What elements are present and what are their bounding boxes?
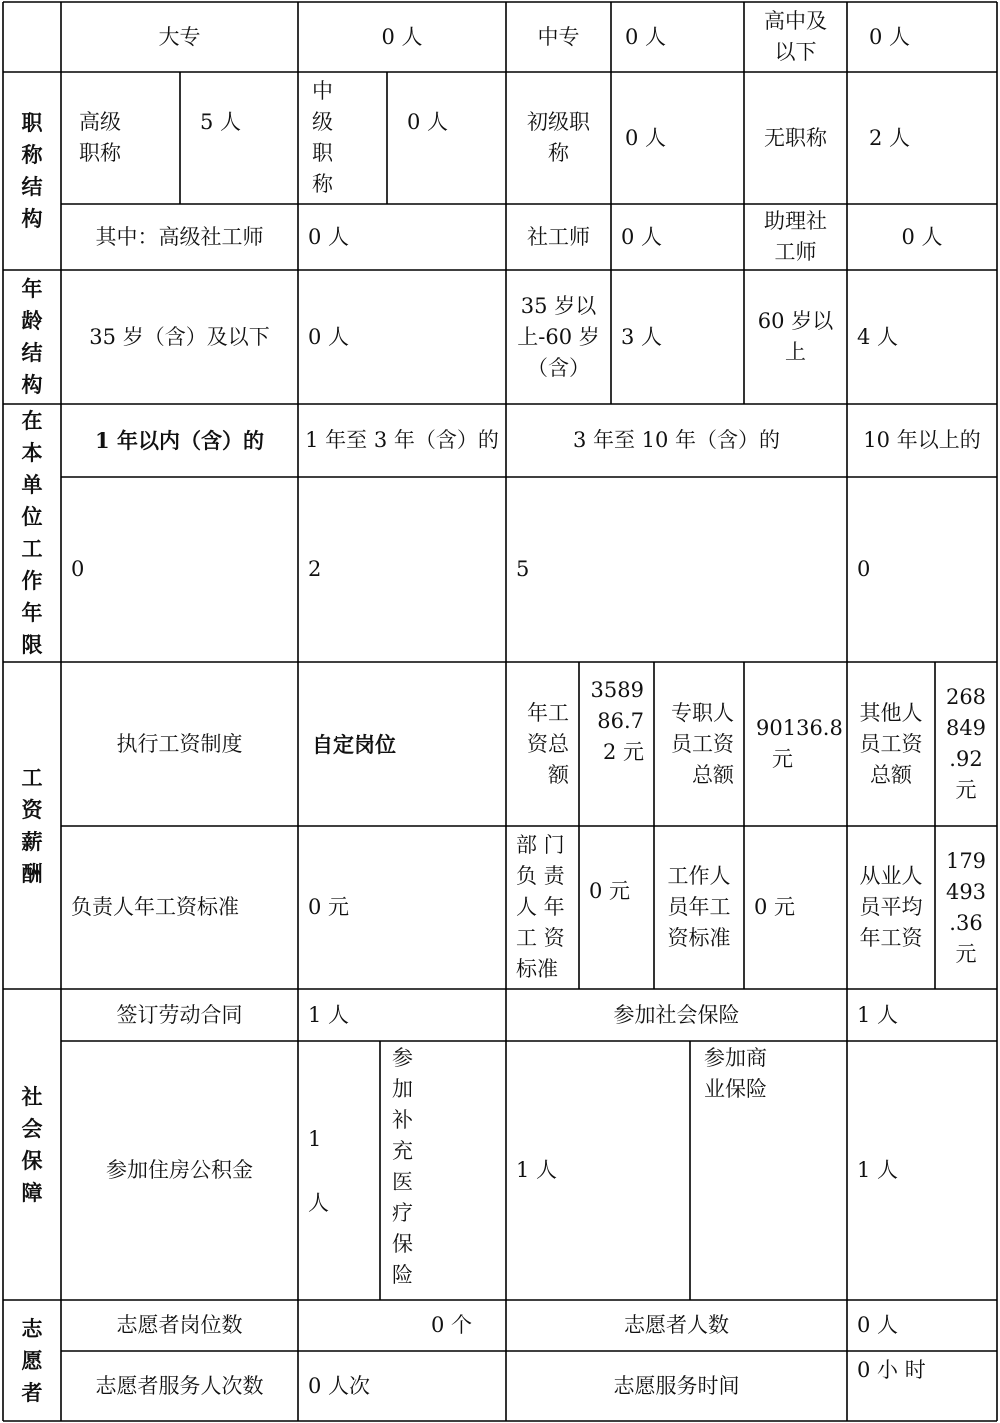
staff-salary-label-line: 员年工 (667, 895, 731, 919)
section-label-char: 作 (21, 569, 43, 593)
highschool-label (744, 2, 847, 72)
age-35-60-label (506, 270, 611, 404)
supp-medical-char: 充 (392, 1139, 413, 1163)
age-35-60-line3: （含） (527, 355, 590, 380)
volunteer-count-label: 志愿者人数 (624, 1313, 729, 1337)
annual-total-label (506, 662, 579, 826)
section-label-char: 会 (21, 1116, 43, 1141)
social-worker-label: 社工师 (527, 224, 590, 249)
junior-title-label (506, 72, 611, 204)
fulltime-total-label (654, 662, 744, 826)
social-worker-value: 0 人 (621, 224, 663, 249)
tenure-header-3: 3 年至 10 年（含）的 (572, 428, 781, 452)
senior-title-value: 5 人 (200, 109, 242, 134)
age-35-60-line1: 35 岁以 (520, 293, 597, 318)
salary-system-label: 执行工资制度 (116, 731, 243, 756)
senior-title-label-line2: 职称 (79, 141, 121, 165)
annual-total-value-line: 2 元 (602, 739, 644, 764)
middle-title-char: 称 (312, 172, 333, 196)
section-label-char: 保 (21, 1148, 43, 1173)
tenure-header-2: 1 年至 3 年（含）的 (305, 428, 499, 452)
junior-college-label: 大专 (158, 24, 201, 49)
highschool-value: 0 人 (869, 24, 911, 49)
housing-fund-value (298, 1041, 380, 1300)
section-label-char: 年 (21, 601, 43, 625)
assistant-social-worker-value: 0 人 (901, 224, 943, 249)
labor-contract-label: 签订劳动合同 (116, 1002, 243, 1027)
supp-medical-char: 险 (392, 1263, 413, 1287)
section-label-char: 构 (21, 373, 43, 397)
average-salary-value-line: .36 (949, 910, 983, 935)
no-title-value: 2 人 (869, 125, 911, 150)
assistant-social-worker-label (744, 204, 847, 270)
tenure-value-4: 0 (857, 557, 871, 581)
dept-head-label-line: 人 年 (516, 895, 565, 919)
middle-title-char: 职 (312, 141, 333, 165)
volunteer-service-time-value: 0 小 时 (857, 1357, 926, 1382)
junior-college-value: 0 人 (381, 24, 423, 49)
section-label-char: 位 (21, 505, 43, 529)
supp-medical-char: 疗 (392, 1201, 413, 1225)
dept-head-salary-value: 0 元 (589, 878, 631, 903)
volunteer-service-count-value: 0 人次 (308, 1373, 371, 1398)
middle-title-char: 中 (312, 79, 333, 103)
tenure-section-label (3, 404, 61, 662)
leader-salary-label: 负责人年工资标准 (71, 895, 239, 919)
senior-title-label (61, 72, 180, 204)
junior-title-value: 0 人 (625, 125, 667, 150)
section-label-char: 社 (21, 1084, 43, 1109)
commercial-insurance-label (690, 1041, 847, 1300)
section-label-char: 工 (21, 765, 43, 790)
tenure-header-1: 1 年以内（含）的 (95, 428, 264, 453)
staff-salary-label (654, 826, 744, 989)
other-total-value-line: 268 (945, 685, 987, 709)
highschool-label-line1: 高中及 (764, 9, 827, 33)
annual-total-label-line: 额 (548, 762, 569, 787)
other-total-label-line: 员工资 (859, 731, 923, 756)
section-label-char: 资 (21, 797, 43, 822)
salary-system-value: 自定岗位 (312, 731, 396, 757)
section-label-char: 结 (21, 175, 43, 199)
middle-title-value: 0 人 (407, 109, 449, 134)
average-salary-label-line: 从业人 (859, 864, 923, 888)
middle-title-label (298, 72, 387, 204)
supp-medical-char: 补 (392, 1108, 413, 1132)
annual-total-value (579, 662, 654, 780)
dept-head-label-line: 工 资 (516, 926, 565, 950)
section-label-char: 年 (21, 277, 43, 301)
tenure-value-3: 5 (516, 557, 530, 581)
labor-contract-value: 1 人 (308, 1002, 350, 1027)
tenure-header-4: 10 年以上的 (863, 428, 981, 452)
fulltime-total-value-line: 90136.8 (756, 716, 843, 740)
average-salary-value (935, 826, 997, 989)
section-label-char: 志 (21, 1316, 43, 1341)
social-security-section-label (3, 989, 61, 1300)
supplementary-medical-value: 1 人 (516, 1158, 558, 1182)
other-total-label-line: 总额 (870, 762, 912, 787)
other-total-value (935, 662, 997, 826)
social-insurance-value: 1 人 (857, 1002, 899, 1027)
section-label-char: 单 (21, 473, 43, 497)
staff-salary-value: 0 元 (754, 895, 796, 919)
salary-section-label (3, 662, 61, 989)
other-total-label-line: 其他人 (859, 700, 923, 725)
supp-medical-char: 医 (392, 1170, 413, 1194)
age-35-60-line2: 上-60 岁 (517, 324, 600, 349)
section-label-char: 龄 (21, 309, 43, 333)
section-label-char: 愿 (21, 1348, 43, 1373)
age-over60-line1: 60 岁以 (757, 309, 834, 333)
supp-medical-char: 参 (392, 1046, 413, 1070)
other-total-value-line: .92 (949, 747, 983, 771)
housing-fund-label: 参加住房公积金 (106, 1158, 253, 1182)
section-label-char: 工 (21, 537, 43, 561)
annual-total-value-line: 86.7 (597, 708, 644, 733)
fulltime-total-value-line: 元 (772, 747, 793, 771)
housing-fund-value-line: 人 (308, 1190, 329, 1215)
junior-title-label-line2: 称 (548, 141, 569, 165)
dept-head-label-line: 标准 (516, 957, 558, 981)
commercial-insurance-label-line: 业保险 (704, 1077, 767, 1101)
section-label-char: 构 (21, 207, 43, 231)
section-label-char: 者 (21, 1380, 43, 1405)
other-total-value-line: 元 (955, 778, 977, 802)
section-label-char: 本 (21, 441, 43, 465)
age-over60-line2: 上 (785, 340, 806, 364)
section-label-char: 结 (21, 341, 43, 365)
staff-salary-label-line: 工作人 (667, 864, 731, 888)
tenure-value-1: 0 (71, 557, 85, 581)
title-structure-section-label (3, 72, 61, 270)
section-label-char: 称 (21, 143, 43, 167)
average-salary-value-line: 179 (945, 848, 987, 873)
age-under35-label: 35 岁（含）及以下 (89, 324, 270, 349)
age-structure-section-label (3, 270, 61, 404)
annual-total-value-line: 3589 (590, 677, 644, 702)
fulltime-total-value (744, 662, 847, 826)
staff-salary-label-line: 资标准 (667, 926, 731, 950)
assistant-label-line1: 助理社 (764, 209, 827, 233)
senior-title-label-line1: 高级 (79, 110, 121, 134)
volunteer-service-time-label: 志愿服务时间 (613, 1373, 740, 1398)
annual-total-label-line: 年工 (527, 700, 569, 725)
senior-social-worker-label: 其中：高级社工师 (95, 224, 264, 249)
section-label-char: 限 (21, 633, 43, 657)
highschool-label-line2: 以下 (774, 40, 817, 64)
fulltime-total-label-line: 总额 (692, 762, 734, 787)
technical-label: 中专 (537, 24, 580, 49)
age-over60-value: 4 人 (857, 324, 899, 349)
average-salary-label (847, 826, 935, 989)
section-label-char: 酬 (21, 861, 43, 886)
average-salary-label-line: 年工资 (859, 926, 923, 950)
age-over60-label (744, 270, 847, 404)
section-label-char: 障 (21, 1180, 43, 1205)
fulltime-total-label-line: 专职人 (671, 700, 734, 725)
average-salary-value-line: 493 (945, 879, 987, 904)
supplementary-medical-label (380, 1041, 506, 1300)
section-label-char: 薪 (21, 829, 43, 854)
senior-social-worker-value: 0 人 (308, 224, 350, 249)
volunteer-service-count-label: 志愿者服务人次数 (95, 1373, 264, 1398)
middle-title-char: 级 (312, 110, 333, 134)
volunteer-posts-value: 0 个 (430, 1313, 472, 1337)
no-title-label: 无职称 (764, 125, 827, 150)
section-label-char: 职 (21, 111, 43, 135)
social-insurance-label: 参加社会保险 (613, 1002, 740, 1027)
dept-head-label-line: 负 责 (516, 864, 565, 888)
tenure-value-2: 2 (308, 557, 322, 581)
average-salary-label-line: 员平均 (859, 895, 923, 919)
leader-salary-value: 0 元 (308, 895, 350, 919)
other-total-value-line: 849 (945, 716, 987, 740)
section-label-char: 在 (21, 409, 43, 433)
commercial-insurance-label-line: 参加商 (704, 1046, 767, 1070)
volunteer-posts-label: 志愿者岗位数 (116, 1313, 243, 1337)
junior-title-label-line1: 初级职 (527, 110, 590, 134)
supp-medical-char: 保 (392, 1232, 413, 1256)
dept-head-salary-label (506, 826, 579, 989)
supp-medical-char: 加 (392, 1077, 413, 1101)
fulltime-total-label-line: 员工资 (671, 731, 734, 756)
annual-total-label-line: 资总 (527, 731, 569, 756)
commercial-insurance-value: 1 人 (857, 1158, 899, 1182)
assistant-label-line2: 工师 (774, 240, 817, 264)
volunteers-section-label (3, 1300, 61, 1421)
other-total-label (847, 662, 935, 826)
age-under35-value: 0 人 (308, 324, 350, 349)
volunteer-count-value: 0 人 (857, 1313, 899, 1337)
dept-head-label-line: 部 门 (516, 833, 565, 857)
housing-fund-value-line: 1 (308, 1126, 322, 1151)
age-35-60-value: 3 人 (621, 324, 663, 349)
average-salary-value-line: 元 (955, 941, 977, 966)
technical-value: 0 人 (625, 24, 667, 49)
